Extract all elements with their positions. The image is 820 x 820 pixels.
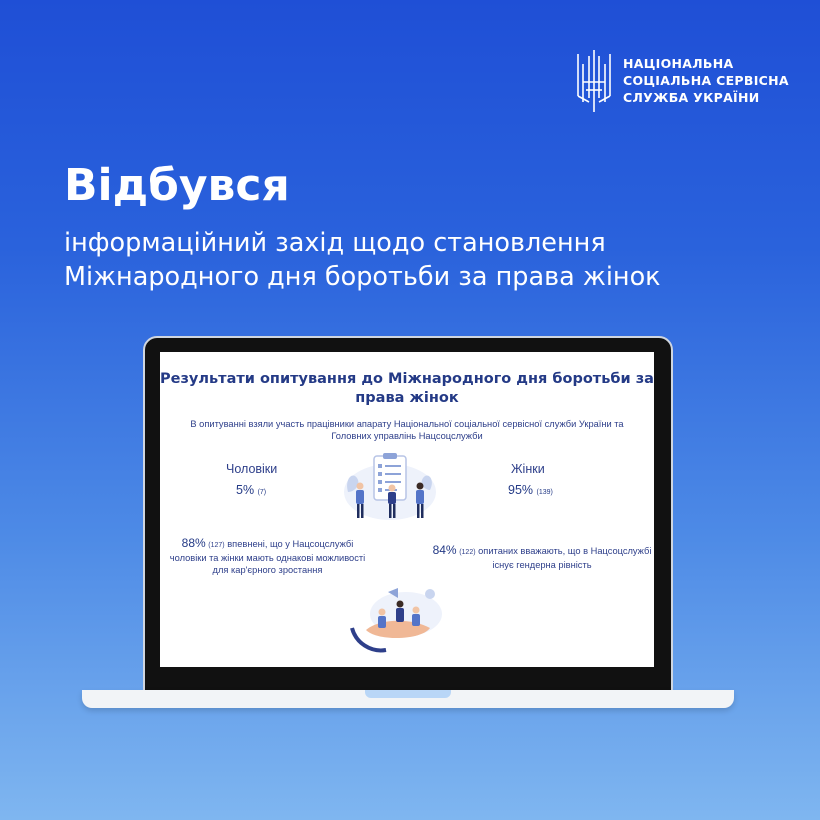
- stat2-text1: опитаних вважають, що в Нацсоцслужбі: [478, 546, 652, 556]
- laptop-notch: [365, 690, 451, 698]
- survey-note-line2: Головних управлінь Нацсоцслужби: [331, 431, 483, 441]
- trident-emblem-icon: [575, 46, 613, 114]
- stat1-count: (127): [208, 542, 225, 549]
- men-count: (7): [257, 489, 267, 496]
- stat1-text1: впевнені, що у Нацсоцслужбі: [227, 539, 354, 549]
- women-label: Жінки: [511, 462, 545, 476]
- stat-gender-equality: [422, 544, 654, 571]
- women-percentage: [508, 483, 553, 497]
- survey-note: [160, 418, 654, 442]
- stat1-line3: для кар'єрного зростання: [212, 565, 323, 575]
- organization-logo: [575, 46, 789, 114]
- stat2-line2: існує гендерна рівність: [492, 560, 592, 570]
- headline: Відбувся: [64, 160, 290, 211]
- women-pct-value: 95%: [508, 483, 534, 497]
- survey-title-line2: права жінок: [355, 390, 459, 406]
- organization-name-line3: СЛУЖБА УКРАЇНИ: [623, 89, 760, 105]
- men-pct-value: 5%: [236, 483, 255, 497]
- subheadline: [64, 226, 661, 294]
- stat2-line1: [422, 544, 654, 559]
- subheadline-line2: Міжнародного дня боротьби за права жінок: [64, 262, 661, 292]
- stat2-pct: 84%: [432, 543, 457, 557]
- stat1-line2: чоловіки та жінки мають однакові можливості: [169, 553, 366, 563]
- organization-name-line2: СОЦІАЛЬНА СЕРВІСНА: [623, 72, 789, 88]
- subheadline-line1: інформаційний захід щодо становлення: [64, 228, 606, 258]
- stat1-line1: [160, 537, 375, 552]
- women-count: (139): [536, 489, 553, 496]
- survey-title: [160, 370, 654, 408]
- organization-name-line1: НАЦІОНАЛЬНА: [623, 55, 734, 71]
- men-label: Чоловіки: [226, 462, 278, 476]
- team-hands-illustration: [346, 584, 446, 654]
- survey-note-line1: В опитуванні взяли участь працівники апарату Національної соціальної сервісної служби України та: [190, 419, 624, 429]
- stat2-count: (122): [459, 549, 476, 556]
- organization-name: [623, 55, 789, 106]
- stat-equal-opportunities: [160, 537, 375, 576]
- laptop-screen-content: [160, 352, 654, 667]
- stat1-pct: 88%: [181, 536, 206, 550]
- survey-title-line1: Результати опитування до Міжнародного дня боротьби за: [160, 371, 654, 387]
- survey-clipboard-illustration: [342, 452, 438, 524]
- men-percentage: [236, 483, 266, 497]
